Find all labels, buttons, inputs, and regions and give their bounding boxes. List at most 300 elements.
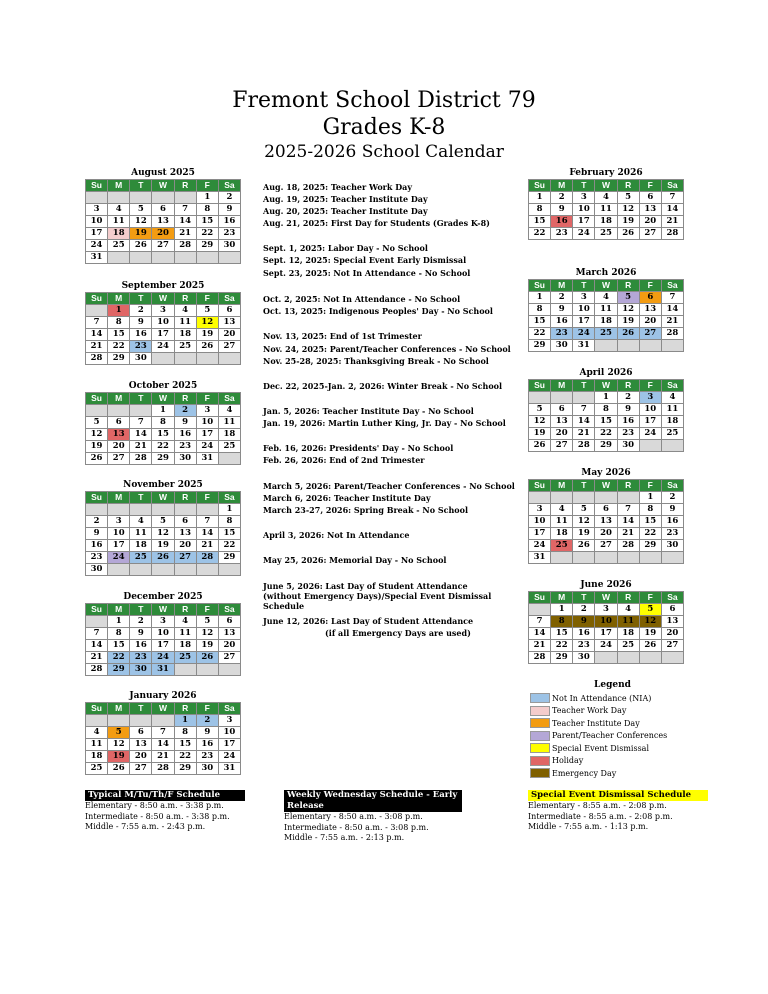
weekday-header: W [152,393,174,405]
day-cell: 17 [86,228,108,240]
legend-item [530,705,695,718]
day-cell: 22 [595,428,617,440]
day-cell: 14 [529,628,551,640]
day-cell: 2 [218,192,240,204]
event-item: Feb. 16, 2026: Presidents' Day - No School [263,443,454,453]
week-row [86,240,241,252]
empty-day-cell [108,564,130,576]
event-item: Oct. 2, 2025: Not In Attendance - No School [263,294,461,304]
day-cell: 26 [529,440,551,452]
day-cell: 13 [152,216,174,228]
day-cell: 13 [595,516,617,528]
day-cell: 12 [196,628,218,640]
day-cell: 15 [639,516,661,528]
empty-day-cell [573,552,595,564]
empty-day-cell [661,652,683,664]
day-cell: 30 [130,353,152,365]
day-cell: 28 [573,440,595,452]
month-february-2026 [528,168,684,240]
week-row [529,528,684,540]
day-cell: 12 [617,204,639,216]
empty-day-cell [86,715,108,727]
empty-day-cell [108,715,130,727]
day-cell: 26 [573,540,595,552]
weekday-header: M [551,180,573,192]
empty-day-cell [639,340,661,352]
week-row [86,552,241,564]
day-cell: 29 [639,540,661,552]
day-cell: 5 [196,305,218,317]
weekday-header: Su [86,703,108,715]
day-cell: 1 [529,192,551,204]
day-cell: 5 [617,292,639,304]
weekday-header: Su [529,180,551,192]
day-cell: 27 [639,228,661,240]
day-cell: 28 [86,353,108,365]
empty-day-cell [130,504,152,516]
day-cell: 7 [130,417,152,429]
empty-day-cell [130,252,152,264]
day-cell: 6 [639,192,661,204]
legend-item [530,755,695,768]
day-cell: 24 [196,441,218,453]
empty-day-cell [86,192,108,204]
weekday-header: M [551,480,573,492]
typical-schedule [85,790,245,833]
weekday-header: R [174,604,196,616]
month-name: March 2026 [575,268,637,278]
empty-day-cell [108,252,130,264]
day-cell: 14 [617,516,639,528]
weekday-header: R [617,380,639,392]
week-row [529,316,684,328]
weekday-header: R [174,180,196,192]
month-name: June 2026 [580,580,632,590]
day-cell: 9 [551,304,573,316]
empty-day-cell [218,453,240,465]
day-cell: 14 [573,416,595,428]
schedule-line: Elementary - 8:55 a.m. - 2:08 p.m. [528,801,667,810]
day-cell: 16 [617,416,639,428]
week-row [529,504,684,516]
week-row [86,453,241,465]
day-cell: 29 [196,240,218,252]
month-april-2026 [528,368,684,452]
empty-day-cell [617,652,639,664]
day-cell: 15 [218,528,240,540]
month-december-2025 [85,592,241,676]
day-cell: 4 [617,604,639,616]
empty-day-cell [108,192,130,204]
day-cell: 21 [130,441,152,453]
day-cell: 12 [86,429,108,441]
day-cell: 12 [108,739,130,751]
month-name: August 2025 [131,168,195,178]
week-row [529,328,684,340]
empty-day-cell [639,652,661,664]
day-cell: 9 [661,504,683,516]
month-october-2025 [85,381,241,465]
legend-item [530,742,695,755]
day-cell: 17 [218,739,240,751]
empty-day-cell [661,340,683,352]
weekday-header-row [86,604,241,616]
day-cell: 4 [551,504,573,516]
week-row [529,204,684,216]
week-row [529,392,684,404]
day-cell: 20 [174,540,196,552]
day-cell: 18 [130,540,152,552]
day-cell: 3 [152,616,174,628]
empty-day-cell [551,492,573,504]
event-item: March 23-27, 2026: Spring Break - No School [263,505,468,515]
weekday-header: Sa [661,592,683,604]
day-cell: 26 [130,240,152,252]
day-cell: 7 [617,504,639,516]
day-cell: 30 [661,540,683,552]
day-cell: 24 [573,328,595,340]
event-item: Feb. 26, 2026: End of 2nd Trimester [263,455,425,465]
day-cell: 3 [152,305,174,317]
month-name: September 2025 [121,281,205,291]
day-cell: 23 [174,441,196,453]
month-january-2026 [85,691,241,775]
day-cell: 12 [152,528,174,540]
day-cell: 16 [551,316,573,328]
day-cell: 14 [152,739,174,751]
special-event-schedule [528,790,708,833]
day-cell: 21 [174,228,196,240]
empty-day-cell [218,564,240,576]
day-cell: 6 [218,305,240,317]
day-cell: 19 [529,428,551,440]
day-cell: 21 [661,316,683,328]
day-cell: 21 [617,528,639,540]
weekday-header: Sa [218,492,240,504]
week-row [86,751,241,763]
day-cell: 25 [108,240,130,252]
day-cell: 4 [174,616,196,628]
day-cell: 6 [218,616,240,628]
day-cell: 8 [595,404,617,416]
weekday-header: R [174,293,196,305]
day-cell: 29 [152,453,174,465]
legend-label: Teacher Work Day [552,706,627,716]
day-cell: 28 [196,552,218,564]
day-cell: 27 [595,540,617,552]
day-cell: 7 [529,616,551,628]
day-cell: 8 [152,417,174,429]
day-cell: 2 [174,405,196,417]
day-cell: 6 [152,204,174,216]
weekday-header: M [108,180,130,192]
empty-day-cell [174,353,196,365]
day-cell: 7 [86,317,108,329]
week-row [529,404,684,416]
empty-day-cell [661,552,683,564]
week-row [86,204,241,216]
day-cell: 17 [639,416,661,428]
day-cell: 5 [152,516,174,528]
day-cell: 20 [639,216,661,228]
day-cell: 11 [551,516,573,528]
day-cell: 16 [196,739,218,751]
month-name: January 2026 [129,691,197,701]
day-cell: 4 [595,292,617,304]
day-cell: 6 [130,727,152,739]
weekday-header: Sa [661,380,683,392]
day-cell: 18 [86,751,108,763]
weekday-header: Sa [661,480,683,492]
schedule-line: Elementary - 8:50 a.m. - 3:38 p.m. [85,801,224,810]
empty-day-cell [130,192,152,204]
day-cell: 26 [108,763,130,775]
weekday-header: F [196,293,218,305]
day-cell: 1 [595,392,617,404]
day-cell: 21 [573,428,595,440]
day-cell: 10 [595,616,617,628]
empty-day-cell [174,564,196,576]
weekday-header: Sa [218,293,240,305]
legend-item [530,730,695,743]
empty-day-cell [639,440,661,452]
day-cell: 1 [152,405,174,417]
day-cell: 21 [661,216,683,228]
day-cell: 27 [551,440,573,452]
event-item: Aug. 21, 2025: First Day for Students (Grades K-8) [263,218,490,228]
weekday-header: T [130,492,152,504]
day-cell: 11 [218,417,240,429]
weekday-header: F [639,380,661,392]
empty-day-cell [86,305,108,317]
day-cell: 16 [551,216,573,228]
day-cell: 8 [639,504,661,516]
empty-day-cell [86,616,108,628]
day-cell: 14 [661,304,683,316]
day-cell: 11 [661,404,683,416]
day-cell: 23 [617,428,639,440]
weekday-header: T [130,393,152,405]
day-cell: 2 [551,292,573,304]
day-cell: 25 [617,640,639,652]
day-cell: 5 [639,604,661,616]
weekday-header: W [595,380,617,392]
day-cell: 23 [573,640,595,652]
legend-label: Special Event Dismissal [552,743,650,753]
day-cell: 20 [551,428,573,440]
day-cell: 16 [130,329,152,341]
weekday-header: T [130,180,152,192]
day-cell: 10 [196,417,218,429]
day-cell: 24 [152,652,174,664]
day-cell: 17 [573,216,595,228]
week-row [86,305,241,317]
day-cell: 12 [196,317,218,329]
schedule-heading: Special Event Dismissal Schedule [528,790,708,801]
day-cell: 22 [218,540,240,552]
legend-item [530,692,695,705]
day-cell: 19 [639,628,661,640]
day-cell: 17 [152,329,174,341]
day-cell: 14 [196,528,218,540]
day-cell: 14 [174,216,196,228]
weekday-header-row [86,293,241,305]
event-item: Sept. 1, 2025: Labor Day - No School [263,243,428,253]
weekday-header: Sa [218,604,240,616]
day-cell: 6 [639,292,661,304]
empty-day-cell [218,252,240,264]
day-cell: 27 [152,240,174,252]
day-cell: 2 [130,305,152,317]
empty-day-cell [130,715,152,727]
weekday-header-row [86,492,241,504]
day-cell: 23 [551,328,573,340]
week-row [86,317,241,329]
day-cell: 19 [573,528,595,540]
day-cell: 11 [108,216,130,228]
week-row [86,528,241,540]
day-cell: 14 [130,429,152,441]
day-cell: 18 [174,640,196,652]
legend-title: Legend [594,680,631,690]
day-cell: 24 [595,640,617,652]
empty-day-cell [152,504,174,516]
month-name: December 2025 [123,592,203,602]
event-item: Nov. 13, 2025: End of 1st Trimester [263,331,422,341]
day-cell: 26 [617,228,639,240]
weekday-header: Su [529,380,551,392]
week-row [529,540,684,552]
day-cell: 27 [218,341,240,353]
empty-day-cell [174,504,196,516]
day-cell: 20 [130,751,152,763]
day-cell: 28 [174,240,196,252]
empty-day-cell [130,564,152,576]
week-row [86,429,241,441]
event-item: June 12, 2026: Last Day of Student Attendance [263,616,474,626]
day-cell: 22 [174,751,196,763]
day-cell: 15 [196,216,218,228]
day-cell: 2 [86,516,108,528]
day-cell: 15 [152,429,174,441]
weekday-header-row [86,180,241,192]
hol-swatch [530,756,550,766]
weekday-header: T [130,703,152,715]
month-march-2026 [528,268,684,352]
day-cell: 28 [86,664,108,676]
weekday-header: R [174,703,196,715]
event-item: Sept. 23, 2025: Not In Attendance - No School [263,268,471,278]
day-cell: 22 [551,640,573,652]
empty-day-cell [108,504,130,516]
weekday-header: M [108,293,130,305]
month-september-2025 [85,281,241,365]
event-item: (if all Emergency Days are used) [325,628,471,638]
schedule-line: Intermediate - 8:50 a.m. - 3:08 p.m. [284,822,429,832]
event-item: June 5, 2026: Last Day of Student Attendance (without Emergency Days)/Special Event Dismissal Schedule [263,581,492,611]
empty-day-cell [174,664,196,676]
day-cell: 2 [617,392,639,404]
week-row [86,664,241,676]
day-cell: 29 [108,664,130,676]
week-row [86,516,241,528]
day-cell: 29 [218,552,240,564]
weekday-header: R [617,592,639,604]
day-cell: 20 [108,441,130,453]
day-cell: 25 [595,228,617,240]
day-cell: 12 [617,304,639,316]
weekday-header: W [595,280,617,292]
week-row [529,192,684,204]
week-row [529,228,684,240]
day-cell: 25 [174,652,196,664]
grades-title: Grades K-8 [322,115,446,140]
empty-day-cell [617,552,639,564]
empty-day-cell [196,504,218,516]
weekday-header-row [86,703,241,715]
empty-day-cell [218,664,240,676]
day-cell: 19 [86,441,108,453]
day-cell: 13 [639,304,661,316]
day-cell: 21 [86,652,108,664]
day-cell: 27 [130,763,152,775]
day-cell: 31 [152,664,174,676]
day-cell: 4 [218,405,240,417]
event-item: Dec. 22, 2025-Jan. 2, 2026: Winter Break - No School [263,381,503,391]
weekday-header: T [130,293,152,305]
day-cell: 22 [529,228,551,240]
day-cell: 25 [130,552,152,564]
day-cell: 24 [218,751,240,763]
week-row [529,416,684,428]
weekday-header: F [196,180,218,192]
day-cell: 22 [108,652,130,664]
month-grid [85,491,241,576]
day-cell: 3 [595,604,617,616]
day-cell: 30 [196,763,218,775]
day-cell: 31 [529,552,551,564]
week-row [86,763,241,775]
day-cell: 18 [661,416,683,428]
empty-day-cell [174,192,196,204]
day-cell: 22 [108,341,130,353]
day-cell: 1 [639,492,661,504]
week-row [86,652,241,664]
day-cell: 10 [152,628,174,640]
day-cell: 3 [573,292,595,304]
schedule-heading: Weekly Wednesday Schedule - Early Release [284,790,462,812]
day-cell: 18 [595,316,617,328]
day-cell: 12 [529,416,551,428]
weekday-header: F [639,280,661,292]
day-cell: 2 [661,492,683,504]
week-row [86,341,241,353]
day-cell: 7 [86,628,108,640]
month-grid [528,479,684,564]
day-cell: 9 [174,417,196,429]
day-cell: 18 [174,329,196,341]
day-cell: 25 [218,441,240,453]
day-cell: 22 [529,328,551,340]
day-cell: 10 [152,317,174,329]
week-row [86,540,241,552]
day-cell: 3 [86,204,108,216]
day-cell: 7 [152,727,174,739]
day-cell: 29 [174,763,196,775]
day-cell: 9 [196,727,218,739]
day-cell: 18 [595,216,617,228]
day-cell: 21 [152,751,174,763]
